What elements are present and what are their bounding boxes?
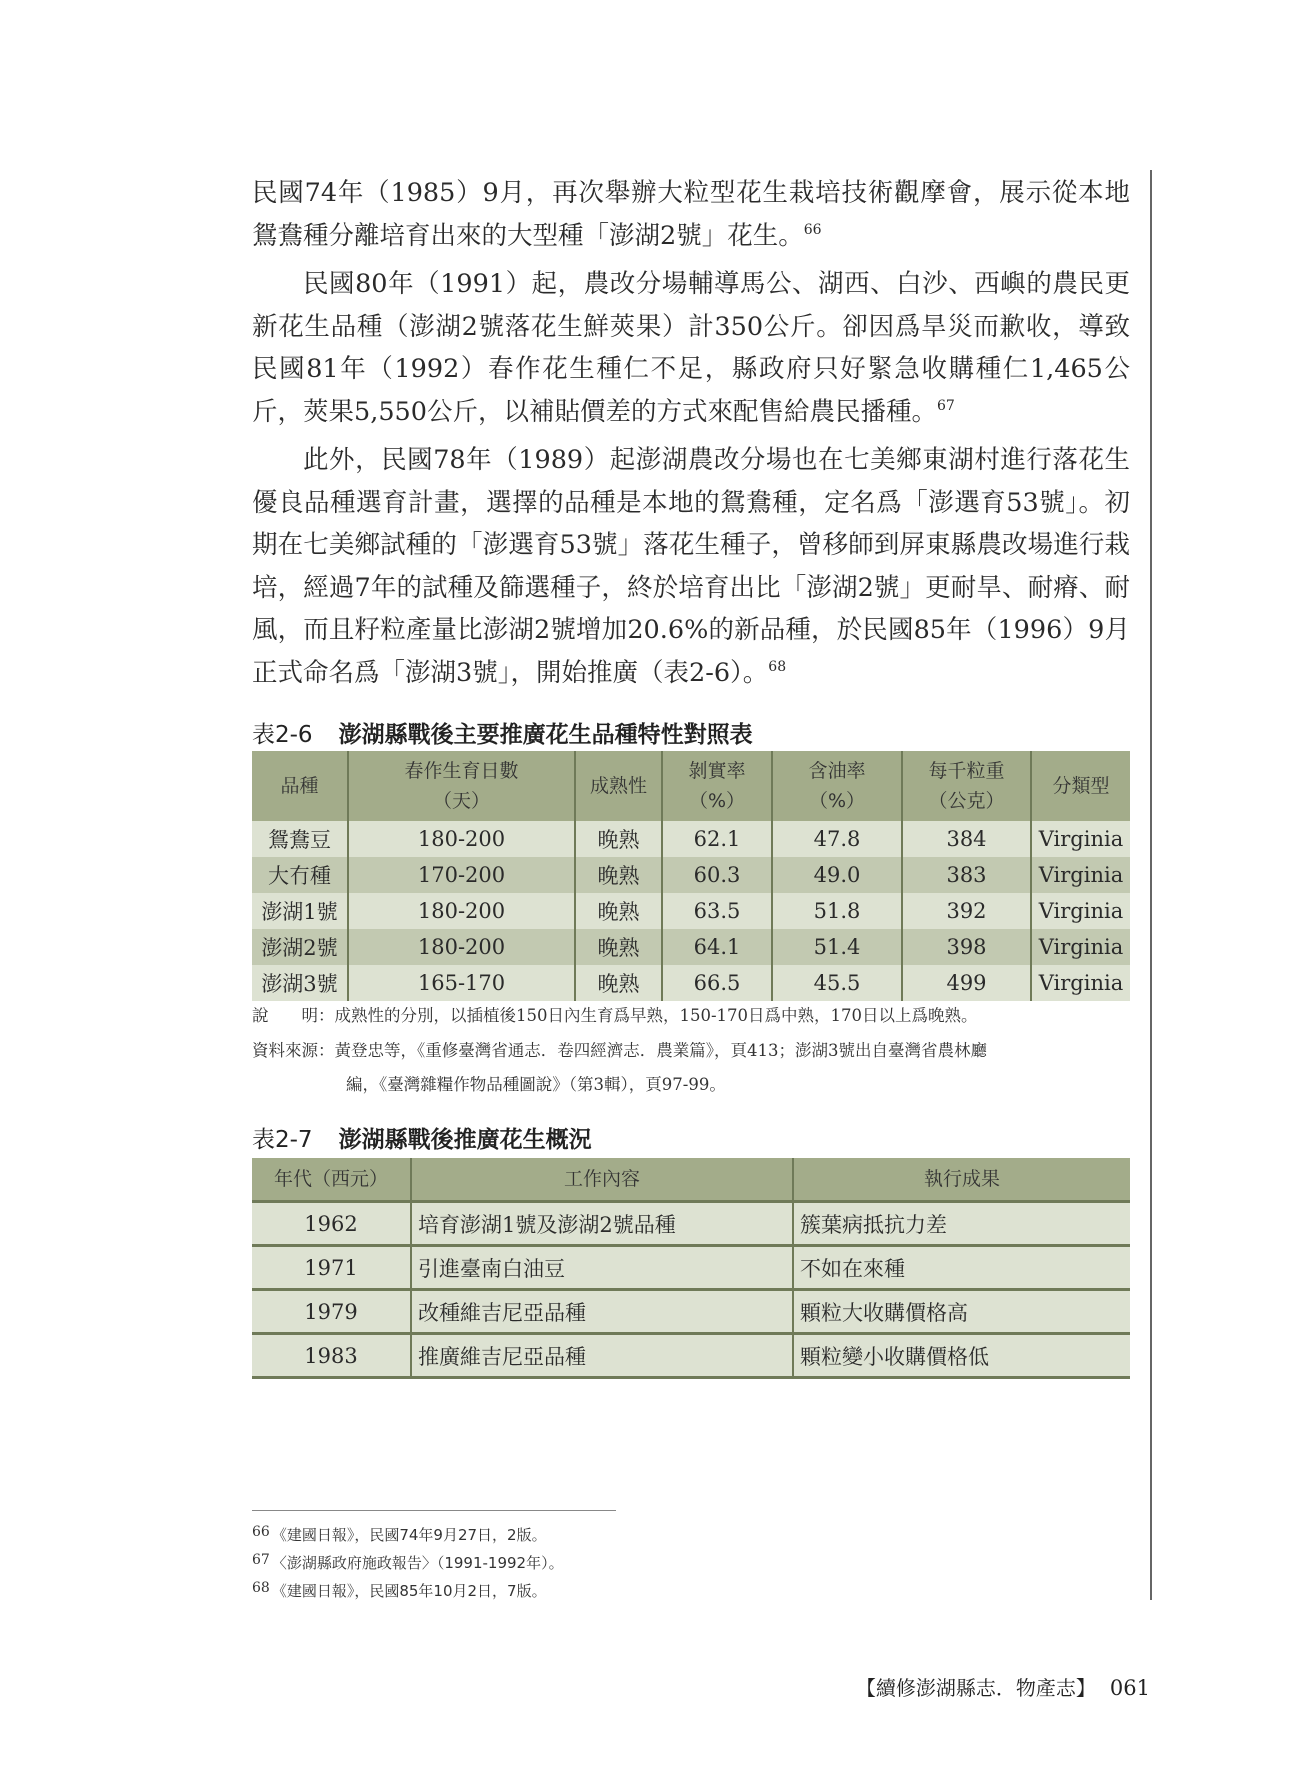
table-number: 表2-7 — [252, 1127, 313, 1153]
table-row — [252, 965, 1130, 1001]
table-cell: 顆粒大收購價格高 — [793, 1290, 1130, 1334]
table-cell: 改種維吉尼亞品種 — [411, 1290, 793, 1334]
table-cell: 392 — [902, 893, 1031, 929]
table-cell: Virginia — [1031, 893, 1130, 929]
table-row — [252, 821, 1130, 857]
table-header-row — [252, 751, 1130, 821]
table-row — [252, 857, 1130, 893]
table-row — [252, 1202, 1130, 1246]
table-cell: 晚熟 — [575, 893, 662, 929]
paragraph — [252, 439, 1130, 694]
table-cell: 1962 — [252, 1202, 411, 1246]
footnote-text: 〈澎湖縣政府施政報告〉（1991-1992年）。 — [271, 1554, 564, 1572]
table-row — [252, 893, 1130, 929]
table-row — [252, 929, 1130, 965]
table-cell: 晚熟 — [575, 965, 662, 1001]
footnote-ref: 68 — [768, 658, 787, 675]
table-cell: 62.1 — [662, 821, 772, 857]
table-cell: 60.3 — [662, 857, 772, 893]
table-row — [252, 1290, 1130, 1334]
table-cell: 170-200 — [348, 857, 575, 893]
table-2-6 — [252, 751, 1130, 1001]
table-cell: 晚熟 — [575, 857, 662, 893]
table-number: 表2-6 — [252, 722, 313, 748]
table-cell: 47.8 — [772, 821, 902, 857]
footnote-ref: 66 — [803, 221, 822, 238]
table-cell: 499 — [902, 965, 1031, 1001]
table-header-row — [252, 1158, 1130, 1202]
table-cell: 培育澎湖1號及澎湖2號品種 — [411, 1202, 793, 1246]
table-cell: 澎湖1號 — [252, 893, 348, 929]
table-cell: 398 — [902, 929, 1031, 965]
footnote-text: 《建國日報》，民國85年10月2日，7版。 — [271, 1582, 547, 1600]
col-header: 工作內容 — [411, 1158, 793, 1202]
table-row — [252, 1334, 1130, 1378]
paragraph-text: 民國74年（1985）9月，再次舉辦大粒型花生栽培技術觀摩會，展示從本地鴛鴦種分離培育出來的大型種「澎湖2號」花生。 — [252, 178, 1130, 251]
table-cell: 180-200 — [348, 821, 575, 857]
table-cell: 推廣維吉尼亞品種 — [411, 1334, 793, 1378]
paragraph-text: 此外，民國78年（1989）起澎湖農改分場也在七美鄉東湖村進行落花生優良品種選育計畫，選擇的品種是本地的鴛鴦種，定名爲「澎選育53號」。初期在七美鄉試種的「澎選育53號」落花生種子，曾移師到屏東縣農改場進行栽培，經過7年的試種及篩選種子，終於培育出比「澎湖2號」更耐旱、耐瘠、耐風，而且籽粒產量比澎湖2號增加20.6%的新品種，於民國85年（1996）9月正式命名爲「澎湖3號」，開始推廣（表2-6）。 — [252, 445, 1130, 688]
table-cell: Virginia — [1031, 821, 1130, 857]
footnote-number: 68 — [252, 1580, 270, 1596]
table-source: 資料來源：黃登忠等，《重修臺灣省通志．卷四經濟志．農業篇》，頁413；澎湖3號出自臺灣省農林廳 — [252, 1041, 987, 1060]
table-2-7-title — [252, 1121, 592, 1154]
page-number: 061 — [1109, 1676, 1150, 1700]
table-cell: Virginia — [1031, 929, 1130, 965]
table-cell: Virginia — [1031, 857, 1130, 893]
footnote — [252, 1552, 564, 1573]
table-cell: 澎湖3號 — [252, 965, 348, 1001]
table-cell: 165-170 — [348, 965, 575, 1001]
col-header: 品種 — [252, 751, 348, 821]
footnote-ref: 67 — [937, 397, 955, 414]
footnote-number: 67 — [252, 1552, 270, 1568]
table-cell: 384 — [902, 821, 1031, 857]
table-cell: 鴛鴦豆 — [252, 821, 348, 857]
table-cell: 45.5 — [772, 965, 902, 1001]
paragraph — [252, 172, 1130, 257]
table-cell: 簇葉病抵抗力差 — [793, 1202, 1130, 1246]
col-header: 剝實率 （%） — [662, 751, 772, 821]
page-footer — [856, 1672, 1150, 1701]
table-cell: 1979 — [252, 1290, 411, 1334]
table-cell: 1983 — [252, 1334, 411, 1378]
paragraph — [252, 263, 1130, 433]
table-cell: 晚熟 — [575, 929, 662, 965]
paragraph-text: 民國80年（1991）起，農改分場輔導馬公、湖西、白沙、西嶼的農民更新花生品種（澎湖2號落花生鮮莢果）計350公斤。卻因爲旱災而歉收，導致民國81年（1992）春作花生種仁不足，縣政府只好緊急收購種仁1,465公斤，莢果5,550公斤，以補貼價差的方式來配售給農民播種。 — [252, 269, 1130, 427]
footnote-text: 《建國日報》，民國74年9月27日，2版。 — [271, 1526, 547, 1544]
col-header: 執行成果 — [793, 1158, 1130, 1202]
col-header: 含油率 （%） — [772, 751, 902, 821]
table-cell: 66.5 — [662, 965, 772, 1001]
table-2-7 — [252, 1158, 1130, 1379]
table-cell: 51.8 — [772, 893, 902, 929]
table-cell: 51.4 — [772, 929, 902, 965]
table-cell: 49.0 — [772, 857, 902, 893]
book-title: 【續修澎湖縣志．物產志】 — [855, 1676, 1096, 1700]
footnote-divider — [252, 1510, 616, 1511]
footnote — [252, 1580, 547, 1601]
table-cell: 1971 — [252, 1246, 411, 1290]
col-header: 年代（西元） — [252, 1158, 411, 1202]
table-cell: Virginia — [1031, 965, 1130, 1001]
table-cell: 180-200 — [348, 929, 575, 965]
table-row — [252, 1246, 1130, 1290]
table-source-cont: 編，《臺灣雜糧作物品種圖說》（第3輯），頁97-99。 — [346, 1075, 726, 1094]
table-cell: 顆粒變小收購價格低 — [793, 1334, 1130, 1378]
table-cell: 晚熟 — [575, 821, 662, 857]
table-cell: 64.1 — [662, 929, 772, 965]
col-header: 每千粒重 （公克） — [902, 751, 1031, 821]
body-text — [252, 172, 1130, 700]
table-cell: 180-200 — [348, 893, 575, 929]
table-cell: 大冇種 — [252, 857, 348, 893]
footnote — [252, 1524, 547, 1545]
table-2-6-title — [252, 716, 753, 749]
table-cell: 383 — [902, 857, 1031, 893]
table-cell: 澎湖2號 — [252, 929, 348, 965]
table-note: 說 明：成熟性的分別，以插植後150日內生育爲早熟，150-170日爲中熟，170日以上爲晚熟。 — [252, 1006, 978, 1025]
table-cell: 63.5 — [662, 893, 772, 929]
footnote-number: 66 — [252, 1524, 270, 1540]
table-cell: 引進臺南白油豆 — [411, 1246, 793, 1290]
table-title: 澎湖縣戰後推廣花生概況 — [338, 1127, 592, 1153]
col-header: 分類型 — [1031, 751, 1130, 821]
table-title: 澎湖縣戰後主要推廣花生品種特性對照表 — [338, 722, 753, 748]
col-header: 成熟性 — [575, 751, 662, 821]
col-header: 春作生育日數 （天） — [348, 751, 575, 821]
table-cell: 不如在來種 — [793, 1246, 1130, 1290]
margin-rule — [1150, 170, 1152, 1600]
